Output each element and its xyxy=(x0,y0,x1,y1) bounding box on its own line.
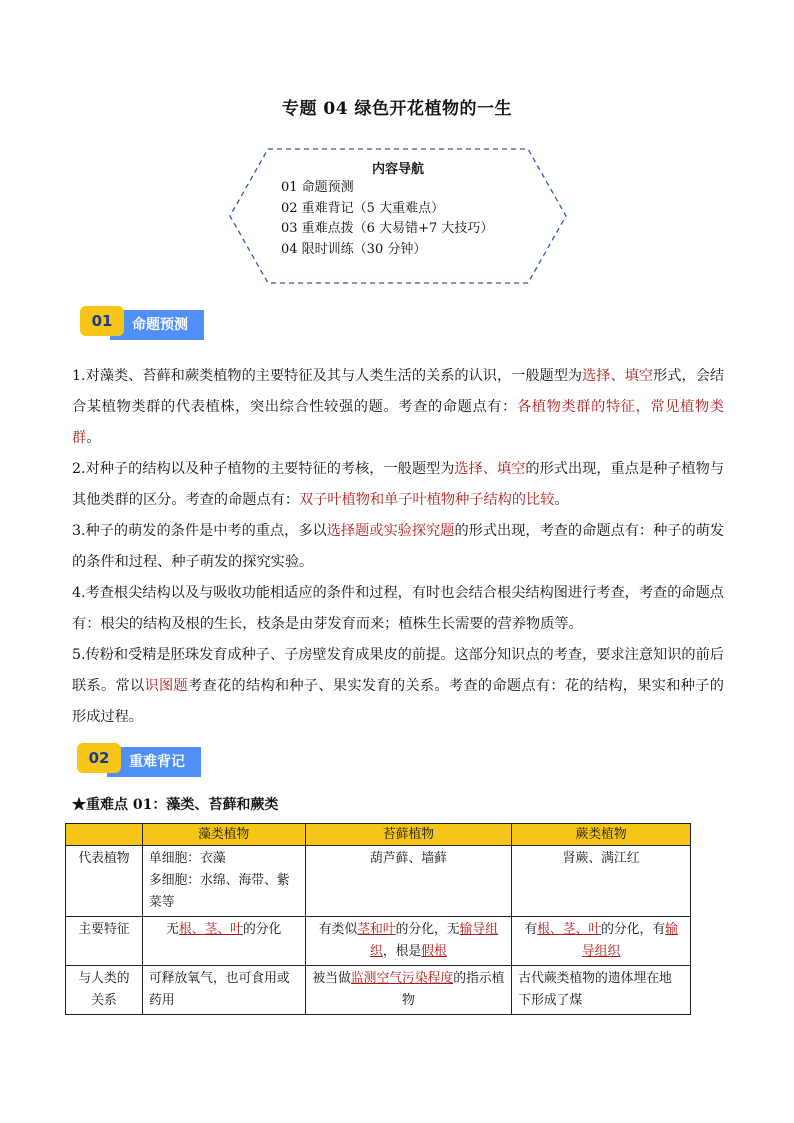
section-badge-02 xyxy=(77,743,217,777)
table-cell: 有类似茎和叶的分化，无输导组织，根是假根 xyxy=(305,917,512,966)
table-cell: 肾蕨、满江红 xyxy=(512,846,691,917)
row-label: 代表植物 xyxy=(66,846,143,917)
table-header-row xyxy=(66,824,691,846)
nav-item-guidance[interactable]: 03 重难点拨（6 大易错+7 大技巧） xyxy=(281,221,494,236)
paragraph-4: 4.考查根尖结构以及与吸收功能相适应的条件和过程，有时也会结合根尖结构图进行考查，考查的命题点有：根尖的结构及根的生长，枝条是由芽发育而来；植株生长需要的营养物质等。 xyxy=(72,585,724,632)
section-label: 重难背记 xyxy=(107,747,201,777)
row-label: 主要特征 xyxy=(66,917,143,966)
paragraph-1: 1.对藻类、苔藓和蕨类植物的主要特征及其与人类生活的关系的认识，一般题型为选择、填空形式，会结合某植物类群的代表植株，突出综合性较强的题。考查的命题点有：各植物类群的特征，常见植物类群。 xyxy=(72,368,725,446)
nav-item-memorize[interactable]: 02 重难背记（5 大重难点） xyxy=(281,200,445,216)
table-cell: 葫芦藓、墙藓 xyxy=(305,846,512,917)
table-cell: 被当做监测空气污染程度的指示植物 xyxy=(305,966,512,1015)
section-label: 命题预测 xyxy=(110,310,204,340)
section-number: 01 xyxy=(80,306,124,336)
table-cell: 古代蕨类植物的遗体埋在地下形成了煤 xyxy=(512,966,691,1015)
paragraph-2: 2.对种子的结构以及种子植物的主要特征的考核，一般题型为选择、填空的形式出现，重点是种子植物与其他类群的区分。考查的命题点有：双子叶植物和单子叶植物种子结构的比较。 xyxy=(72,461,725,508)
nav-item-prediction[interactable]: 01 命题预测 xyxy=(281,180,354,195)
nav-list xyxy=(281,178,493,260)
paragraph-5: 5.传粉和受精是胚珠发育成种子、子房壁发育成果皮的前提。这部分知识点的考查，要求注意知识的前后联系。常以识图题考查花的结构和种子、果实发育的关系。考查的命题点有：花的结构，果实和种子的形成过程。 xyxy=(72,647,724,725)
table-header-cell: 藻类植物 xyxy=(142,824,305,846)
table-cell: 单细胞：衣藻 多细胞：水绵、海带、紫菜等 xyxy=(142,846,305,917)
table-cell: 有根、茎、叶的分化，有输导组织 xyxy=(512,917,691,966)
nav-heading: 内容导航 xyxy=(371,162,424,177)
table-row xyxy=(66,966,691,1015)
table-cell: 可释放氧气，也可食用或药用 xyxy=(142,966,305,1015)
table-cell: 无根、茎、叶的分化 xyxy=(142,917,305,966)
table-row xyxy=(66,917,691,966)
plant-comparison-table xyxy=(65,823,691,1015)
page-title: 专题 04 绿色开花植物的一生 xyxy=(282,99,512,119)
key-point-heading: ★重难点 01：藻类、苔藓和蕨类 xyxy=(72,797,279,813)
content-navigation-box xyxy=(228,147,568,285)
prediction-paragraphs xyxy=(72,361,724,733)
table-header-cell xyxy=(66,824,143,846)
section-badge-01 xyxy=(80,306,220,340)
paragraph-3: 3.种子的萌发的条件是中考的重点，多以选择题或实验探究题的形式出现，考查的命题点有：种子的萌发的条件和过程、种子萌发的探究实验。 xyxy=(72,523,725,570)
section-number: 02 xyxy=(77,743,121,773)
nav-item-training[interactable]: 04 限时训练（30 分钟） xyxy=(281,241,427,257)
table-header-cell: 蕨类植物 xyxy=(512,824,691,846)
row-label: 与人类的关系 xyxy=(66,966,143,1015)
table-row xyxy=(66,846,691,917)
table-header-cell: 苔藓植物 xyxy=(305,824,512,846)
